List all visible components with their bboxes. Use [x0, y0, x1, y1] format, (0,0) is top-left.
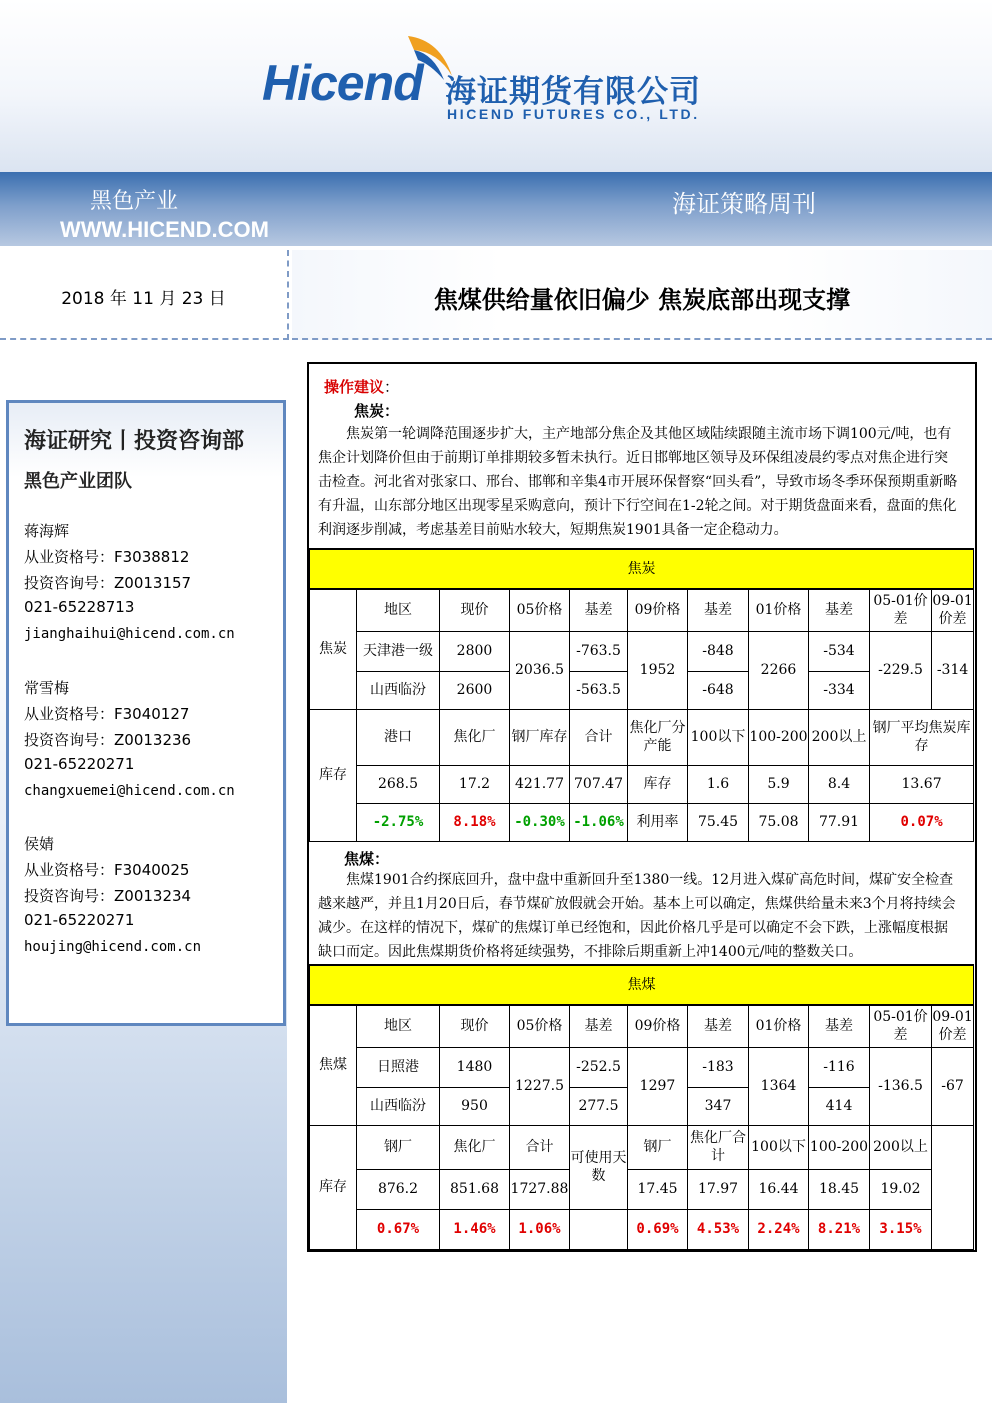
inventory-change: -0.30%	[510, 803, 570, 841]
inventory-header: 钢厂	[357, 1125, 440, 1169]
cell-spot: 2600	[440, 671, 510, 709]
column-header: 05-01价差	[870, 589, 932, 631]
coal-label: 焦煤：	[344, 850, 390, 868]
cell-basis-09: -183	[688, 1047, 749, 1087]
inventory-change: 1.06%	[510, 1209, 570, 1249]
analyst-advisory: 投资咨询号：Z0013236	[24, 731, 192, 749]
inventory-value: 17.97	[688, 1169, 749, 1209]
inventory-header: 100-200	[809, 1125, 870, 1169]
cell-basis-05: -563.5	[570, 671, 628, 709]
inventory-value: 17.2	[440, 765, 510, 803]
report-title: 焦煤供给量依旧偏少 焦炭底部出现支撑	[433, 286, 851, 314]
inventory-value: 5.9	[749, 765, 809, 803]
inventory-header: 合计	[510, 1125, 570, 1169]
cell-price-01: 2266	[749, 631, 809, 709]
advice-colon: ：	[384, 378, 400, 396]
cell-basis-05: -763.5	[570, 631, 628, 671]
inventory-value: 库存	[628, 765, 688, 803]
logo-company-name: 海证期货有限公司	[445, 74, 701, 110]
inventory-value: 1.6	[688, 765, 749, 803]
coal-table	[309, 964, 974, 1250]
cell-price-09: 1297	[628, 1047, 688, 1125]
column-header: 基差	[570, 589, 628, 631]
analyst-email[interactable]: jianghaihui@hicend.com.cn	[24, 626, 235, 642]
inventory-header: 200以上	[809, 709, 870, 765]
inventory-value: 8.4	[809, 765, 870, 803]
column-header: 基差	[809, 589, 870, 631]
inventory-value: 851.68	[440, 1169, 510, 1209]
inventory-value: 876.2	[357, 1169, 440, 1209]
blank-cell	[932, 1125, 974, 1249]
cell-basis-05: -252.5	[570, 1047, 628, 1087]
column-header: 现价	[440, 589, 510, 631]
analyst-phone: 021-65220271	[24, 755, 135, 773]
coke-inventory-label: 库存	[310, 709, 357, 841]
analyst-name: 常雪梅	[24, 679, 70, 697]
coal-inventory-label: 库存	[310, 1125, 357, 1249]
coke-table	[309, 548, 974, 842]
inventory-change: 77.91	[809, 803, 870, 841]
analyst-license: 从业资格号：F3040025	[24, 861, 190, 879]
column-header: 05价格	[510, 1005, 570, 1047]
inventory-change: 3.15%	[870, 1209, 932, 1249]
analyst-license: 从业资格号：F3038812	[24, 548, 190, 566]
inventory-change: 8.18%	[440, 803, 510, 841]
inventory-header: 钢厂	[628, 1125, 688, 1169]
column-header: 09价格	[628, 1005, 688, 1047]
cell-spread-09-01: -67	[932, 1047, 974, 1125]
coal-paragraph: 焦煤1901合约探底回升，盘中盘中重新回升至1380一线。12月进入煤矿高危时间，煤矿安全检查越来越严，并且1月20日后，春节煤矿放假就会开始。基本上可以确定，焦煤供给量未来3个月将持续会减少。在这样的情况下，煤矿的焦煤订单已经饱和，因此价格几乎是可以确定不会下跌，上涨幅度根据缺口而定。因此焦煤期货价格将延续强势，不排除后期重新上冲1400元/吨的整数关口。	[318, 872, 956, 960]
inventory-value: 16.44	[749, 1169, 809, 1209]
cell-price-05: 2036.5	[510, 631, 570, 709]
column-header: 现价	[440, 1005, 510, 1047]
cell-region: 山西临汾	[357, 1087, 440, 1125]
inventory-value: 13.67	[870, 765, 974, 803]
advice-heading	[324, 376, 399, 397]
column-header: 01价格	[749, 1005, 809, 1047]
cell-price-05: 1227.5	[510, 1047, 570, 1125]
inventory-value: 707.47	[570, 765, 628, 803]
coke-band: 焦炭	[310, 549, 974, 589]
analyst-license: 从业资格号：F3040127	[24, 705, 190, 723]
inventory-header: 港口	[357, 709, 440, 765]
inventory-change: 0.67%	[357, 1209, 440, 1249]
inventory-header: 100以下	[749, 1125, 809, 1169]
inventory-change: 利用率	[628, 803, 688, 841]
inventory-value: 19.02	[870, 1169, 932, 1209]
analyst-email[interactable]: houjing@hicend.com.cn	[24, 939, 202, 955]
column-header: 地区	[357, 589, 440, 631]
inventory-header: 焦化厂合计	[688, 1125, 749, 1169]
column-header: 09-01价差	[932, 1005, 974, 1047]
analyst-name: 侯婧	[24, 835, 55, 853]
publication-name: 海证策略周刊	[672, 190, 816, 218]
inventory-value: 421.77	[510, 765, 570, 803]
analyst-phone: 021-65220271	[24, 911, 135, 929]
inventory-change: 0.69%	[628, 1209, 688, 1249]
cell-price-01: 1364	[749, 1047, 809, 1125]
cell-region: 山西临汾	[357, 671, 440, 709]
inventory-header: 钢厂库存	[510, 709, 570, 765]
website-link[interactable]: WWW.HICEND.COM	[60, 217, 269, 242]
inventory-change: 75.08	[749, 803, 809, 841]
inventory-header: 100-200	[749, 709, 809, 765]
cell-basis-01: -334	[809, 671, 870, 709]
column-header: 地区	[357, 1005, 440, 1047]
coke-label: 焦炭：	[354, 402, 400, 420]
cell-basis-01: -534	[809, 631, 870, 671]
column-header: 09价格	[628, 589, 688, 631]
cell-basis-01: 414	[809, 1087, 870, 1125]
cell-spread-05-01: -229.5	[870, 631, 932, 709]
coal-price-label: 焦煤	[310, 1005, 357, 1125]
coke-paragraph: 焦炭第一轮调降范围逐步扩大，主产地部分焦企及其他区域陆续跟随主流市场下调100元/吨，也有焦企计划降价但由于前期订单排期较多暂未执行。近日邯郸地区领导及环保组凌晨约零点对焦企进行突击检查。河北省对张家口、邢台、邯郸和辛集4市开展环保督察“回头看”，导致市场冬季环保预期重新略有升温，山东部分地区出现零星采购意向，预计下行空间在1-2轮之间。对于期货盘面来看，盘面的焦化利润逐步削减，考虑基差目前贴水较大，短期焦炭1901具备一定企稳动力。	[318, 426, 958, 538]
cell-spread-09-01: -314	[932, 631, 974, 709]
inventory-value: 1727.88	[510, 1169, 570, 1209]
inventory-value: 268.5	[357, 765, 440, 803]
cell-spot: 950	[440, 1087, 510, 1125]
coal-band: 焦煤	[310, 965, 974, 1005]
inventory-change: -1.06%	[570, 803, 628, 841]
inventory-change: 1.46%	[440, 1209, 510, 1249]
inventory-change: 8.21%	[809, 1209, 870, 1249]
column-header: 基差	[688, 1005, 749, 1047]
column-header: 01价格	[749, 589, 809, 631]
inventory-header: 焦化厂分产能	[628, 709, 688, 765]
inventory-header: 可使用天数	[570, 1125, 628, 1209]
inventory-header: 合计	[570, 709, 628, 765]
column-header: 05-01价差	[870, 1005, 932, 1047]
inventory-header: 焦化厂	[440, 1125, 510, 1169]
cell-basis-01: -116	[809, 1047, 870, 1087]
inventory-header: 焦化厂	[440, 709, 510, 765]
cell-basis-09: -648	[688, 671, 749, 709]
analyst-email[interactable]: changxuemei@hicend.com.cn	[24, 783, 235, 799]
column-header: 09-01价差	[932, 589, 974, 631]
team-heading: 黑色产业团队	[24, 471, 132, 492]
column-header: 05价格	[510, 589, 570, 631]
blank-cell	[570, 1209, 628, 1249]
logo-company-english: HICEND FUTURES CO., LTD.	[447, 106, 700, 122]
cell-region: 日照港	[357, 1047, 440, 1087]
inventory-header: 100以下	[688, 709, 749, 765]
cell-region: 天津港一级	[357, 631, 440, 671]
cell-basis-09: -848	[688, 631, 749, 671]
column-header: 基差	[809, 1005, 870, 1047]
coke-price-label: 焦炭	[310, 589, 357, 709]
cell-basis-05: 277.5	[570, 1087, 628, 1125]
analyst-name: 蒋海辉	[24, 522, 70, 540]
inventory-change: 75.45	[688, 803, 749, 841]
analyst-advisory: 投资咨询号：Z0013234	[24, 887, 192, 905]
inventory-change: 0.07%	[870, 803, 974, 841]
inventory-value: 17.45	[628, 1169, 688, 1209]
sector-label: 黑色产业	[90, 189, 179, 214]
inventory-header: 钢厂平均焦炭库存	[870, 709, 974, 765]
analyst-advisory: 投资咨询号：Z0013157	[24, 574, 192, 592]
cell-price-09: 1952	[628, 631, 688, 709]
inventory-change: -2.75%	[357, 803, 440, 841]
inventory-change: 2.24%	[749, 1209, 809, 1249]
inventory-value: 18.45	[809, 1169, 870, 1209]
inventory-change: 4.53%	[688, 1209, 749, 1249]
cell-spread-05-01: -136.5	[870, 1047, 932, 1125]
column-header: 基差	[688, 589, 749, 631]
department-heading: 海证研究丨投资咨询部	[24, 429, 245, 454]
advice-label: 操作建议	[324, 378, 385, 396]
cell-spot: 2800	[440, 631, 510, 671]
column-header: 基差	[570, 1005, 628, 1047]
analyst-phone: 021-65228713	[24, 598, 135, 616]
cell-basis-09: 347	[688, 1087, 749, 1125]
logo-wordmark: Hicend	[262, 55, 423, 111]
cell-spot: 1480	[440, 1047, 510, 1087]
report-date: 2018 年 11 月 23 日	[61, 289, 226, 309]
inventory-header: 200以上	[870, 1125, 932, 1169]
